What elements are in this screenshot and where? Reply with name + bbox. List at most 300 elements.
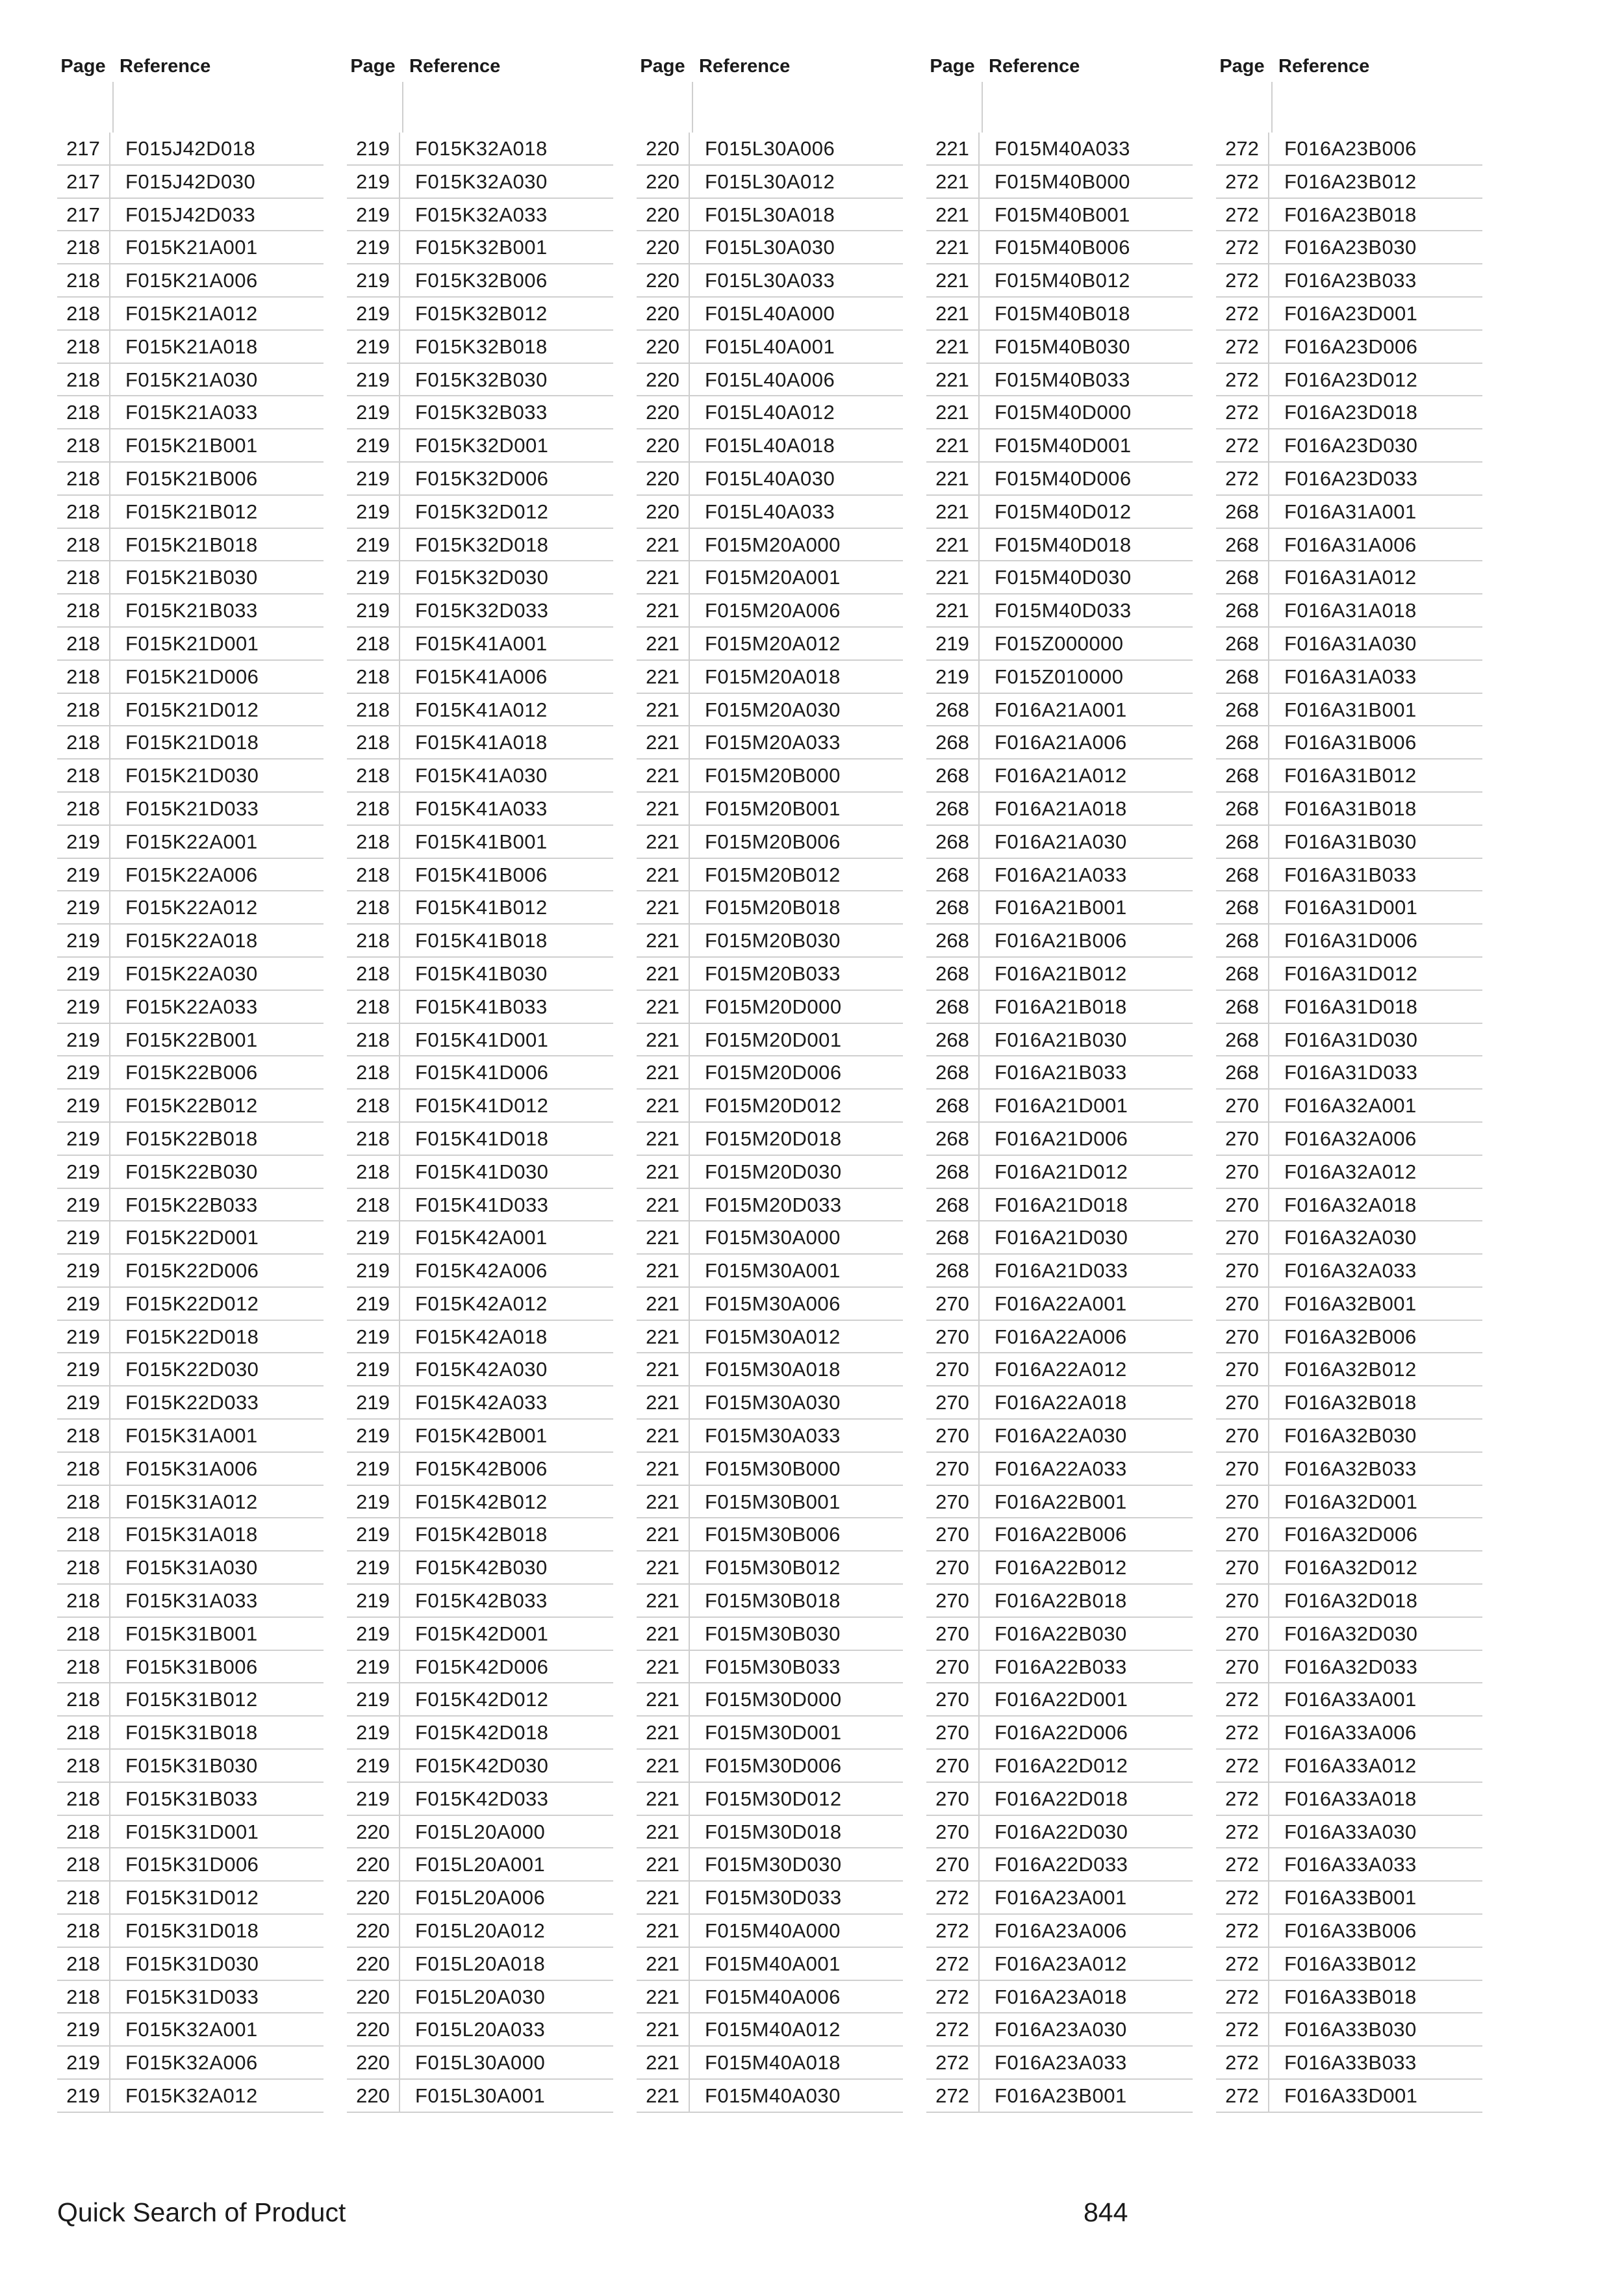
reference-cell: F016A21D018 [995,1193,1128,1216]
page-number-cell: 219 [57,958,110,990]
table-row [1216,1618,1482,1651]
page-number-cell: 218 [57,1750,110,1782]
table-row [926,529,1193,562]
reference-cell: F015J42D018 [125,137,256,160]
table-row [637,1882,903,1915]
reference-cell: F015K31A030 [125,1556,258,1579]
page-number-cell: 220 [637,298,690,329]
page-number-cell: 268 [926,1024,980,1056]
reference-cell: F015K42B001 [415,1424,548,1448]
header-divider [402,82,403,133]
table-row [1216,231,1482,264]
reference-cell: F015K32A001 [125,2018,258,2041]
page-number-cell: 220 [347,1816,400,1848]
reference-cell: F015K42B030 [415,1556,548,1579]
page-number-cell: 219 [347,1386,400,1418]
page-number-cell: 221 [637,561,690,593]
page-number-cell: 219 [347,1321,400,1353]
page-number-cell: 221 [926,298,980,329]
table-row [347,594,613,628]
reference-cell: F016A22B001 [995,1490,1127,1513]
reference-cell: F015K31D001 [125,1820,259,1843]
reference-cell: F015K21B030 [125,566,258,589]
page-header-label: Page [350,56,396,77]
page-number-cell: 221 [637,1056,690,1088]
table-row [57,298,324,331]
reference-cell: F016A23A030 [995,2018,1127,2041]
table-row [347,2080,613,2113]
reference-cell: F016A22B033 [995,1655,1127,1678]
page-number-cell: 218 [57,760,110,791]
table-row [347,561,613,594]
table-row [1216,463,1482,496]
reference-cell: F015M40B033 [995,368,1130,391]
reference-cell: F015L30A033 [705,269,835,292]
reference-cell: F015K42D033 [415,1787,549,1810]
reference-cell: F016A23A033 [995,2051,1127,2075]
reference-cell: F015K41D030 [415,1160,549,1183]
page-number-cell: 221 [637,2013,690,2045]
page-number-cell: 270 [926,1717,980,1748]
page-number-cell: 219 [57,1386,110,1418]
reference-cell: F015M30A000 [705,1226,841,1249]
table-row [926,891,1193,925]
page-number-cell: 219 [926,661,980,693]
reference-cell: F015J42D030 [125,170,256,193]
table-row [1216,891,1482,925]
table-row [57,1321,324,1354]
reference-cell: F015M40B012 [995,269,1130,292]
reference-cell: F015L40A018 [705,434,835,457]
page-number-cell: 219 [347,1255,400,1286]
page-number-cell: 219 [57,1255,110,1286]
reference-cell: F016A23B018 [1284,203,1417,226]
table-row [637,991,903,1024]
page-number-cell: 272 [926,2080,980,2112]
index-column-2 [347,51,613,2113]
header-divider [982,82,983,133]
reference-cell: F015K22B012 [125,1094,258,1118]
table-row [637,726,903,760]
reference-cell: F016A33D001 [1284,2084,1418,2108]
page-number-cell: 218 [57,231,110,263]
page-header-label: Page [1219,56,1265,77]
reference-cell: F016A33A006 [1284,1721,1417,1744]
page-number-cell: 221 [637,1486,690,1518]
reference-cell: F015K22D012 [125,1292,259,1315]
table-row [347,1420,613,1453]
reference-cell: F016A33B001 [1284,1886,1417,1910]
reference-cell: F015K21A030 [125,368,258,391]
reference-cell: F016A23D033 [1284,466,1418,490]
table-row [637,561,903,594]
table-row [57,1783,324,1816]
page-number-cell: 272 [926,1981,980,2013]
page-number-cell: 221 [637,1552,690,1583]
table-row [1216,628,1482,661]
table-row [637,1056,903,1090]
table-row [637,1156,903,1189]
table-row [926,463,1193,496]
reference-cell: F016A31D018 [1284,995,1418,1018]
table-row [926,1783,1193,1816]
table-row [637,2047,903,2080]
table-row [57,1090,324,1123]
page-number-cell: 272 [1216,2080,1269,2112]
page-number-cell: 270 [926,1518,980,1550]
reference-cell: F016A21A006 [995,731,1127,754]
reference-cell: F015M30B030 [705,1622,841,1645]
page-number-cell: 218 [347,859,400,891]
page-number-cell: 268 [926,891,980,923]
reference-cell: F016A32A012 [1284,1160,1417,1183]
page-number-cell: 220 [637,463,690,494]
page-number-cell: 218 [57,1453,110,1485]
reference-cell: F015M30B018 [705,1589,841,1613]
table-row [637,1585,903,1618]
reference-cell: F016A23B001 [995,2084,1127,2108]
table-row [57,133,324,166]
page-number-cell: 218 [347,694,400,726]
reference-cell: F015K41A018 [415,731,548,754]
reference-cell: F015K32D001 [415,434,549,457]
reference-cell: F015K41D033 [415,1193,549,1216]
table-row [926,661,1193,694]
page-number-cell: 268 [1216,661,1269,693]
table-row [1216,1683,1482,1717]
table-row [637,331,903,364]
reference-cell: F016A31B001 [1284,698,1417,721]
table-row [347,1915,613,1948]
reference-cell: F015K32A012 [125,2084,258,2108]
page-number-cell: 221 [926,594,980,626]
page-number-cell: 221 [637,1453,690,1485]
reference-cell: F015K32A006 [125,2051,258,2075]
reference-cell: F016A32B030 [1284,1424,1417,1448]
reference-cell: F016A31D012 [1284,962,1418,985]
reference-cell: F015K41B012 [415,896,548,919]
reference-cell: F015Z000000 [995,632,1124,655]
reference-cell: F015L30A012 [705,170,835,193]
page-number-cell: 221 [637,2047,690,2078]
table-row [637,1189,903,1222]
page-number-cell: 221 [637,628,690,659]
reference-cell: F015M20B018 [705,896,841,919]
reference-cell: F016A23B012 [1284,170,1417,193]
reference-cell: F015K31A018 [125,1523,258,1546]
table-row [926,396,1193,429]
table-row [57,661,324,694]
table-row [347,264,613,298]
table-row [637,2013,903,2047]
reference-cell: F015K42B033 [415,1589,548,1613]
table-row [1216,793,1482,826]
page-number-cell: 221 [637,1948,690,1980]
reference-cell: F015K21A006 [125,269,258,292]
reference-cell: F015K31A001 [125,1424,258,1448]
table-row [637,1518,903,1552]
table-row [1216,133,1482,166]
page-number-cell: 272 [1216,264,1269,296]
page-number-cell: 270 [926,1683,980,1715]
index-column-4 [926,51,1193,2113]
page-number-cell: 270 [1216,1420,1269,1451]
reference-cell: F015M30D033 [705,1886,842,1910]
page-number-cell: 218 [57,1552,110,1583]
reference-cell: F016A23B006 [1284,137,1417,160]
page-number-cell: 218 [347,1090,400,1121]
table-row [926,2047,1193,2080]
table-row [637,1750,903,1783]
reference-cell: F015K22D033 [125,1391,259,1414]
page-number-cell: 268 [926,694,980,726]
reference-cell: F015K21B018 [125,533,258,556]
table-row [347,1056,613,1090]
reference-cell: F016A21D012 [995,1160,1128,1183]
table-row [1216,529,1482,562]
page-number-cell: 272 [1216,1750,1269,1782]
table-row [1216,2047,1482,2080]
reference-cell: F016A31A012 [1284,566,1417,589]
page-number-cell: 272 [1216,331,1269,363]
page-number-cell: 221 [637,1123,690,1155]
page-number-cell: 219 [926,628,980,659]
page-number-cell: 218 [347,925,400,956]
reference-cell: F015M20B030 [705,929,841,952]
reference-cell: F015K41A033 [415,797,548,820]
reference-cell: F015M40B001 [995,203,1130,226]
page-number-cell: 219 [347,1518,400,1550]
page-number-cell: 270 [1216,1552,1269,1583]
page-number-cell: 221 [637,1585,690,1616]
reference-cell: F016A32A033 [1284,1259,1417,1283]
table-row [1216,1717,1482,1750]
page-number-cell: 219 [57,826,110,858]
page-number-cell: 218 [57,594,110,626]
table-row [926,1386,1193,1420]
table-row [637,958,903,991]
reference-cell: F015K41B001 [415,830,548,853]
reference-cell: F016A31A033 [1284,665,1417,688]
page-number-cell: 268 [926,958,980,990]
reference-cell: F015K22A030 [125,962,258,985]
page-number-cell: 221 [926,496,980,528]
table-row [57,1651,324,1684]
page-number-cell: 218 [57,264,110,296]
table-row [637,1486,903,1519]
table-row [1216,925,1482,958]
page-number-cell: 270 [926,1651,980,1683]
reference-cell: F015L30A000 [415,2051,546,2075]
page-number-cell: 221 [637,1651,690,1683]
reference-cell: F015M40A033 [995,137,1130,160]
page-number-cell: 221 [926,133,980,164]
page-number-cell: 220 [637,496,690,528]
reference-cell: F016A33A033 [1284,1853,1417,1876]
table-row [926,1221,1193,1255]
table-row [637,1651,903,1684]
page-number-cell: 218 [57,793,110,824]
table-row [347,1353,613,1386]
page-number-cell: 268 [1216,1056,1269,1088]
reference-cell: F015M40A001 [705,1952,841,1975]
reference-cell: F015M20B033 [705,962,841,985]
page-number-cell: 268 [1216,726,1269,758]
reference-cell: F015M20A030 [705,698,841,721]
table-row [57,231,324,264]
page-number-cell: 219 [347,429,400,461]
reference-cell: F016A23B030 [1284,236,1417,259]
reference-cell: F016A21B033 [995,1061,1127,1084]
page-number-cell: 221 [637,1156,690,1188]
reference-cell: F015K42A030 [415,1358,548,1381]
page-number-cell: 219 [57,925,110,956]
table-row [637,1981,903,2014]
reference-cell: F016A22A030 [995,1424,1127,1448]
reference-cell: F015M30A018 [705,1358,841,1381]
reference-cell: F015K41B030 [415,962,548,985]
reference-cell: F015M40D030 [995,566,1132,589]
page-number-cell: 268 [1216,594,1269,626]
reference-cell: F016A23D001 [1284,301,1418,325]
table-row [347,1750,613,1783]
page-number-cell: 220 [347,2013,400,2045]
page-number-cell: 268 [926,793,980,824]
table-row [347,429,613,463]
table-row [926,1255,1193,1288]
page-number-cell: 219 [347,133,400,164]
reference-cell: F015K42A012 [415,1292,548,1315]
reference-cell: F015M30D012 [705,1787,842,1810]
page-number-cell: 270 [1216,1518,1269,1550]
table-row [926,1486,1193,1519]
page-number-cell: 219 [347,1618,400,1650]
page-number-cell: 218 [57,298,110,329]
table-row [637,264,903,298]
page-number-cell: 219 [347,1717,400,1748]
table-row [347,1552,613,1585]
page-number-cell: 218 [57,1618,110,1650]
reference-cell: F015K22A018 [125,929,258,952]
table-row [1216,1486,1482,1519]
table-row [347,793,613,826]
table-row [347,1221,613,1255]
reference-cell: F015K22A012 [125,896,258,919]
reference-cell: F015K41A001 [415,632,548,655]
reference-cell: F016A22B006 [995,1523,1127,1546]
table-row [347,298,613,331]
reference-cell: F015M20A001 [705,566,841,589]
reference-cell: F016A21D033 [995,1259,1128,1283]
reference-cell: F016A31A018 [1284,599,1417,622]
page-number-cell: 272 [1216,1981,1269,2013]
reference-cell: F015M40B000 [995,170,1130,193]
page-number-cell: 221 [637,1683,690,1715]
table-row [347,1090,613,1123]
page-number-cell: 221 [637,1783,690,1815]
page-number-cell: 268 [926,1255,980,1286]
page-number-cell: 218 [57,628,110,659]
page-number-cell: 221 [637,1420,690,1451]
page-number-cell: 218 [57,1651,110,1683]
reference-cell: F016A23A018 [995,1985,1127,2008]
reference-cell: F015K42D006 [415,1655,549,1678]
reference-cell: F015L40A033 [705,500,835,523]
table-row [637,1783,903,1816]
table-row [57,264,324,298]
reference-header-label: Reference [120,56,211,77]
page-number-cell: 220 [637,166,690,198]
table-row [1216,1552,1482,1585]
page-number-cell: 219 [347,594,400,626]
table-row [637,166,903,199]
table-row [926,1288,1193,1321]
reference-cell: F015M30B006 [705,1523,841,1546]
table-row [926,1552,1193,1585]
page-number-cell: 272 [1216,463,1269,494]
table-row [347,1651,613,1684]
table-row [57,1518,324,1552]
page-number-cell: 268 [1216,826,1269,858]
page-number-cell: 217 [57,199,110,231]
reference-cell: F015K31B018 [125,1721,258,1744]
table-row [926,429,1193,463]
table-row [347,1783,613,1816]
reference-cell: F016A32D001 [1284,1490,1418,1513]
table-row [637,1848,903,1882]
reference-cell: F015K31D018 [125,1919,259,1943]
page-number-cell: 218 [347,1056,400,1088]
reference-cell: F015M20A012 [705,632,841,655]
table-row [926,199,1193,232]
table-row [926,594,1193,628]
page-number-cell: 272 [926,1882,980,1913]
reference-cell: F015L20A006 [415,1886,546,1910]
page-number-cell: 221 [637,661,690,693]
page-number-cell: 270 [926,1552,980,1583]
table-row [926,1882,1193,1915]
reference-cell: F015K21D018 [125,731,259,754]
table-row [1216,1518,1482,1552]
table-row [347,1255,613,1288]
page-number-cell: 221 [926,429,980,461]
reference-cell: F015K32B033 [415,401,548,424]
page-number-cell: 270 [926,1750,980,1782]
page-number-cell: 221 [637,891,690,923]
table-row [57,364,324,397]
page-number-cell: 219 [57,2080,110,2112]
table-row [926,760,1193,793]
table-row [926,2013,1193,2047]
reference-cell: F015L20A001 [415,1853,546,1876]
page-number-cell: 272 [926,1948,980,1980]
table-row [57,1552,324,1585]
reference-cell: F015K42A033 [415,1391,548,1414]
table-row [347,1816,613,1849]
index-column-3 [637,51,903,2113]
reference-cell: F016A22D018 [995,1787,1128,1810]
page-number-cell: 221 [926,264,980,296]
table-row [347,661,613,694]
reference-cell: F015K21A001 [125,236,258,259]
table-row [57,2047,324,2080]
table-row [637,826,903,859]
table-row [347,991,613,1024]
table-row [637,1123,903,1156]
table-row [347,694,613,727]
reference-cell: F015K42B006 [415,1457,548,1480]
page-number-cell: 219 [347,1221,400,1253]
